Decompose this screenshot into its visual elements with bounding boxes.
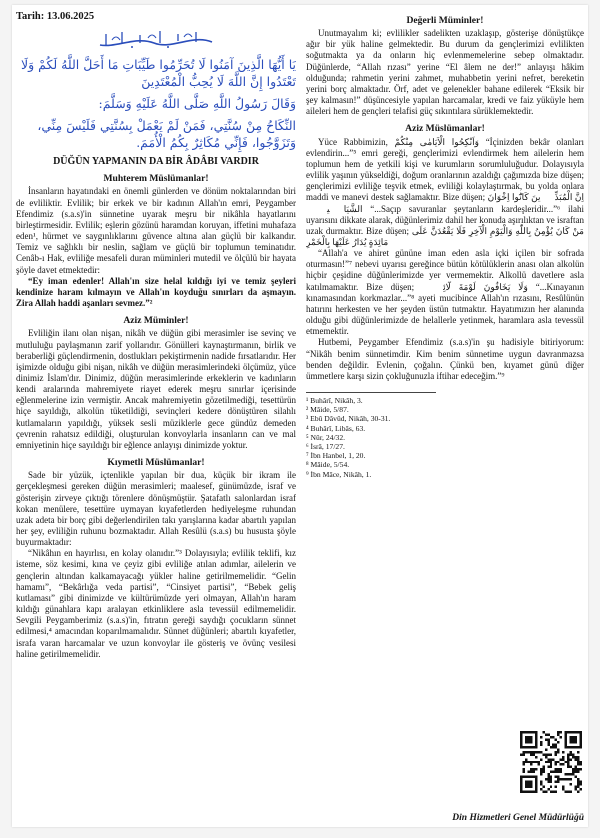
quran-verse: يَا أَيُّهَا الَّذِينَ آمَنُوا لَا تُحَرِّمُوا طَيِّبَاتِ مَا أَحَلَّ اللَّهُ لَكُمْ وَلَا تَعْتَدُوا إِنَّ اللَّهَ لَا يُحِبُّ الْمُعْتَدِينَ [21,57,296,90]
footnote: ⁸ Mâide, 5/54. [306,460,350,470]
footnotes [306,396,584,479]
section-heading: Değerli Müminler! [406,15,484,26]
paragraph: İnsanların hayatındaki en önemli günlerden ve dönüm noktalarından biri de evliliktir. Evlilik; bir erkek ve bir kadının Allah'ın emri, Peygamber Efendimiz (s.a.s)'in sünnetine uyarak meşru bir nikâhla hayatlarını birleştirmesidir. Evlilik; eşlerin gözünü haramdan koruyan, iffetini muhafaza eden¹, hürmet ve saygınlıklarını güvence altına alan güçlü bir kalkandır. Temiz ve sağlıklı bir neslin, sağlam ve güçlü bir toplumun teminatıdır. Cenâb-ı Hak, evliliğe mesafeli duran müminleri mutedil ve ölçülü bir hayata şöyle davet etmektedir: [16,186,296,275]
sermon-title: DÜĞÜN YAPMANIN DA BİR ÂDÂBI VARDIR [53,156,259,168]
footnote: ⁹ İbn Mâce, Nikâh, 1. [306,469,372,479]
qr-code-icon[interactable] [520,731,582,793]
date-label: Tarih: 13.06.2025 [16,11,95,22]
paragraph: Sade bir yüzük, içtenlikle yapılan bir dua, küçük bir ikram ile gerçekleşmesi gereken düğün merasimleri; maalesef, günümüzde, israf ve gösterişin zirveye çıktığı törenlere dönüşmüştür. Şatafatlı salonlardan israf kokan menülere, tesettüre uymayan kıyafetlerden hediyeleşme ruhundan uzak adeta bir borç gibi değerlendirilen takı yarışlarına kadar abartılı yapılan her şey, evliliğin ruhunu bozmaktadır. Allah Resûlü (s.a.s) bu hususta şöyle buyurmaktadır: [16,470,296,548]
paragraph: Hutbemi, Peygamber Efendimiz (s.a.s)'in şu hadisiyle bitiriyorum: “Nikâh benim sünnetimdir. Kim benim sünnetime uygun davranmazsa benden değildir. Evlenin, çoğalın. Çünkü ben, kıyamet günü diğer ümmetlere karşı sizin çokluğunuzla iftihar edeceğim.”⁹ [306,337,584,381]
sermon-page [12,5,588,827]
footnote: ⁶ İsrâ, 17/27. [306,442,345,452]
paragraph: Yüce Rabbimizin, وَاَنْكِحُوا الْاَيَامٰى مِنْكُمْ “İçinizden bekâr olanları evlendirin...”⁵ emri gereği, gençlerimizi evlendirmek hem ailelerin hem toplumun hem de yetkili kişi ve kurumların sorumluluğudur. Dolayısıyla evlilik yaşının yükseldiği, doğum oranlarının azaldığı çağımızda bize düşen; gençlerimizi evliliğe teşvik etmek, evliliği kolaylaştırmak, bu yolda onlara maddi ve manevi destek sağlamaktır. Bize düşen; اِنَّ الْمُبَذِّر۪ينَ كَانُٓوا اِخْوَانَ الشَّيَاط۪ينِۜ “...Saçıp savuranlar şeytanların kardeşleridir...”⁶ ilahi uyarısını dikkate alarak, düğünlerimiz dahil her konuda aşırılıktan ve israftan uzak durmaktır. Bize düşen; مَنْ كَانَ يُؤْمِنُ بِاللّٰهِ وَالْيَوْمِ الْآخِرِ فَلَا يَقْعُدَنَّ عَلَى مَائِدَةٍ يُدَارُ عَلَيْهَا بِالْخَمْرِ [306,136,584,247]
paragraph-quote: “Ey iman edenler! Allah'ın size helal kıldığı iyi ve temiz şeyleri kendinize haram kılmayın ve Allah'ın koyduğu sınırları da aşmayın. Zira Allah haddi aşanları sevmez.”² [16,275,296,309]
section-heading: Muhterem Müslümanlar! [103,173,209,185]
signature: Din Hizmetleri Genel Müdürlüğü [452,813,584,823]
footnote-divider [306,392,436,393]
footnote: ⁴ Buhârî, Libâs, 63. [306,423,366,433]
footnote: ² Mâide, 5/87. [306,405,349,415]
bismillah-calligraphy-icon [16,28,296,50]
section-heading: Aziz Müminler! [123,315,189,327]
paragraph: Evliliğin ilanı olan nişan, nikâh ve düğün gibi merasimler ise sevinç ve mutluluğu paylaşmanın zarif yollarıdır. Gönülleri kaynaştırmanın, birlik ve beraberliği güçlendirmenin, dostlukları pekiştirmenin nadide fırsatlarıdır. Her işimizde olduğu gibi nişan, nikâh ve düğün merasimlerindeki ölçümüz, yüce dinimiz İslam'dır. Dinimiz, düğün merasimlerinde erkeklerin ve kadınların kendi aralarında mahremiyete riayet ederek meşru sınırlar içerisinde eğlenmelerine izin vermiştir. Ancak mahremiyetin gözetilmediği, tesettürün hiçe sayıldığı, alkolün tüketildiği, sevinçleri kedere dönüştüren silahlı kutlamaların yapıldığı, yüksek sesli müziklerle gece gündüz demeden çevrenin rahatsız edildiği, oluşturulan konvoylarla insanların can ve mal emniyetinin hiçe sayıldığı bir eğlence anlayışı dinimizde yoktur. [16,328,296,450]
right-column [306,9,584,823]
hadith-intro: وَقَالَ رَسُولُ اللَّهِ صَلَّى اللَّهُ عَلَيْهِ وَسَلَّمَ: [98,96,296,112]
section-heading: Aziz Müslümanlar! [405,123,485,135]
left-column [16,9,296,823]
paragraph: “Nikâhın en hayırlısı, en kolay olanıdır.”³ Dolayısıyla; evlilik teklifi, kız isteme, söz kesimi, kına ve çeyiz gibi evliliğe atılan adımlar, ailelerin ve gençlerin altından kalkamayacağı yükler haline getirilmemelidir. “Gelin hamamı”, “Bekârlığa veda partisi”, “Cinsiyet partisi”, “Bebek geliş kutlaması” gibi dinimizde ve kültürümüzde yeri olmayan, Allah'ın haram kıldığı günahlara kapı aralayan etkinliklere asla tevessül edilmemelidir. Sevgili Peygamberimiz (s.a.s)'in, fıtratın gereği saydığı çocukların sünnet edilmesi,⁴ amacından koparılmamalıdır. Sünnet düğünleri; abartılı kıyafetler, israfa varan harcamalar ve uzun konvoylar ile gösteriş ve övünç vesilesi haline getirilmemelidir. [16,548,296,659]
footnote: ⁵ Nûr, 24/32. [306,432,346,442]
footnote: ¹ Buhârî, Nikâh, 3. [306,396,363,405]
paragraph: “Allah'a ve ahiret gününe iman eden asla içki içilen bir sofrada oturmasın!”⁷ nebevi uyarısı gereğince bütün kötülüklerin anası olan alkolün hiçbir çeşidine düğünlerimizde yer vermemektir. Alkollü davetlere asla katılmamaktır. Bize düşen; وَلَا يَخَافُونَ لَوْمَةَ لَٓائِمٍۜ “...Kınayanın kınamasından korkmazlar...”⁸ ayeti mucibince Allah'ın rızasını, Resûlünün hatırını herkesten ve her şeyden üstün tutmaktır. Hayatımızın her alanında olduğu gibi düğünlerimizde de helallerle yetinmek, haramlara asla tevessül etmemektir. [306,248,584,337]
hadith-verse: النِّكَاحُ مِنْ سُنَّتِي، فَمَنْ لَمْ يَعْمَلْ بِسُنَّتِي فَلَيْسَ مِنِّي، وَتَزَوَّجُوا، فَإِنِّي مُكَاثِرٌ بِكُمُ الْأُمَمَ. [37,118,296,151]
section-heading: Kıymetli Müslümanlar! [107,457,205,469]
paragraph: Unutmayalım ki; evlilikler sadelikten uzaklaşıp, gösterişe dönüştükçe ağır bir yük haline gelmektedir. Bu durum da gençlerimizi evlilikten soğutmakta ya da onların hiç evlenmemelerine sebep olmaktadır. Düğünlerde, “Allah rızası” yerine “El âlem ne der!” anlayışı hâkim olduğunda; rahmetin yerini zahmet, muhabbetin yerini nefret, bereketin yerini borç almaktadır. Örf, adet ve gelenekler bahane edilerek “Eksik bir şey kalmasın!” düşüncesiyle yapılan harcamalar, kredi ve faiz yüküyle hem aileleri hem de gençleri telafisi güç sıkıntılara sürüklemektedir. [306,28,584,117]
footnote: ⁷ İbn Hanbel, 1, 20. [306,451,366,461]
footnote: ³ Ebû Dâvûd, Nikâh, 30-31. [306,414,391,424]
